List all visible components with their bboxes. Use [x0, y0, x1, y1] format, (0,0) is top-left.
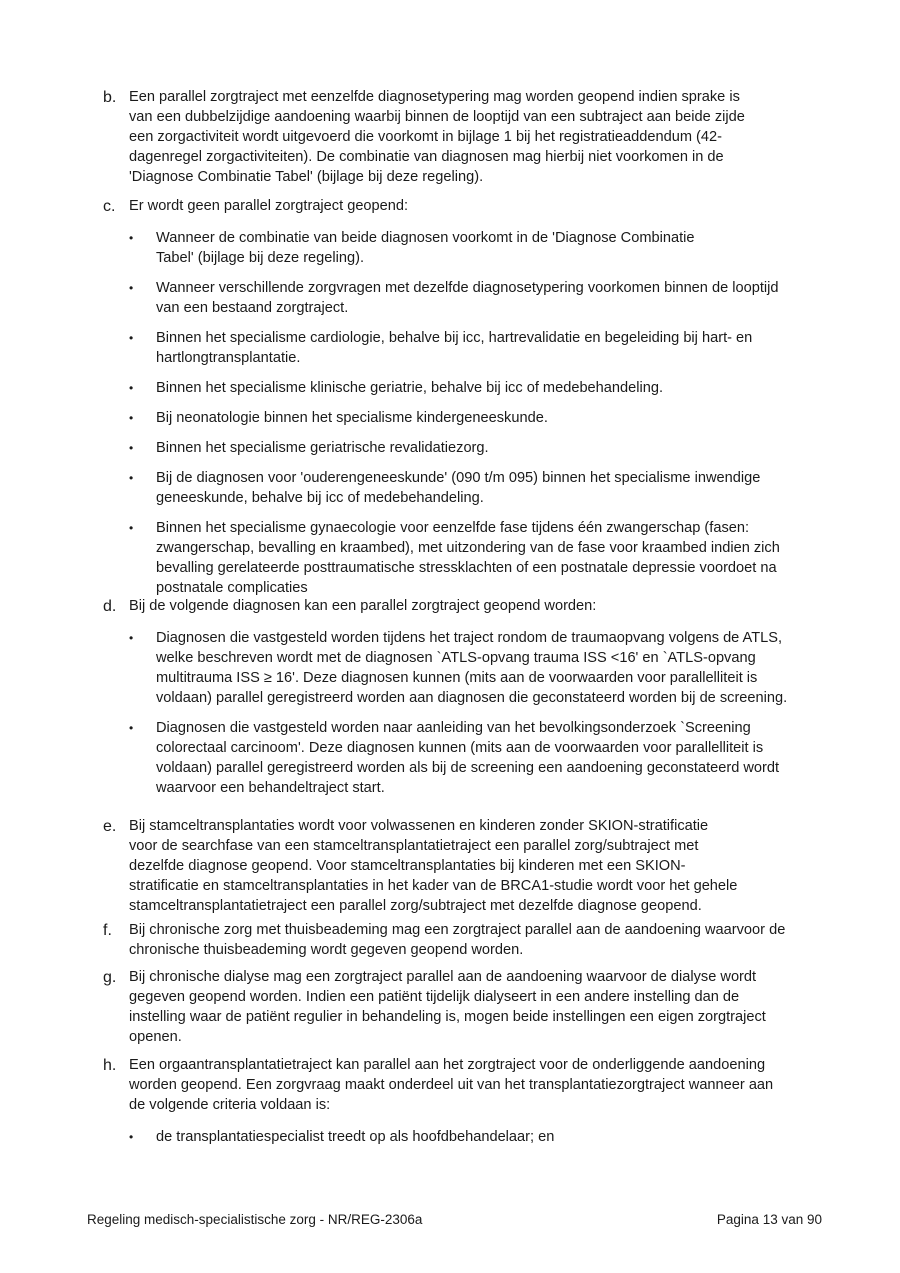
text-line: stratificatie en stamceltransplantaties in het kader van de BRCA1-studie wordt voor het gehele	[129, 878, 738, 894]
text-line: de volgende criteria voldaan is:	[129, 1097, 331, 1113]
text-line: voldaan) parallel geregistreerd worden als bij de screening een aandoening geconstateerd wordt	[156, 760, 780, 776]
text-line: Bij stamceltransplantaties wordt voor volwassenen en kinderen zonder SKION-stratificatie	[129, 818, 709, 834]
bullet-icon: •	[129, 381, 134, 395]
footer-page-number: Pagina 13 van 90	[716, 1212, 822, 1227]
bullet-icon: •	[129, 231, 134, 245]
text-line: voor de searchfase van een stamceltransplantatietraject een parallel zorg/subtraject met	[129, 838, 699, 854]
item-marker: f.	[103, 922, 112, 939]
list-item	[129, 328, 823, 368]
item-text	[129, 87, 823, 187]
text-line: voldaan) parallel geregistreerd worden aan diagnosen die geconstateerd worden bij de screening.	[156, 690, 788, 706]
item-b	[103, 87, 823, 187]
item-h	[103, 1055, 823, 1147]
list-item	[129, 278, 823, 318]
text-line: welke beschreven wordt met de diagnosen `ATLS-opvang trauma ISS <16' en `ATLS-opvang	[156, 650, 756, 666]
list-item	[129, 378, 823, 398]
item-text	[129, 1055, 823, 1115]
text-line: dagenregel zorgactiviteiten). De combinatie van diagnosen mag hierbij niet voorkomen in de	[129, 149, 724, 165]
text-line: gegeven geopend worden. Indien een patiënt tijdelijk dialyseert in een andere instelling dan de	[129, 989, 740, 1005]
bullet-icon: •	[129, 521, 134, 535]
text-line: Diagnosen die vastgesteld worden naar aanleiding van het bevolkingsonderzoek `Screening	[156, 720, 751, 736]
text-line: Binnen het specialisme cardiologie, behalve bij icc, hartrevalidatie en begeleiding bij hart- en	[156, 330, 753, 346]
bullet-icon: •	[129, 471, 134, 485]
text-line: Bij chronische dialyse mag een zorgtraject parallel aan de aandoening waarvoor de dialyse wordt	[129, 969, 757, 985]
bullet-icon: •	[129, 1130, 134, 1144]
text-line: Diagnosen die vastgesteld worden tijdens het traject rondom de traumaopvang volgens de ATLS,	[156, 630, 783, 646]
item-marker: h.	[103, 1057, 117, 1074]
bullet-icon: •	[129, 721, 134, 735]
text-line: dezelfde diagnose geopend. Voor stamceltransplantaties bij kinderen met een SKION-	[129, 858, 686, 874]
bullet-icon: •	[129, 411, 134, 425]
item-marker: e.	[103, 818, 117, 835]
text-line: Binnen het specialisme gynaecologie voor eenzelfde fase tijdens één zwangerschap (fasen:	[156, 520, 750, 536]
text-line: Binnen het specialisme klinische geriatrie, behalve bij icc of medebehandeling.	[156, 380, 664, 396]
item-intro: Er wordt geen parallel zorgtraject geopend:	[129, 198, 409, 214]
item-e	[103, 816, 823, 916]
text-line: Wanneer de combinatie van beide diagnosen voorkomt in de 'Diagnose Combinatie	[156, 230, 695, 246]
text-line: van een bestaand zorgtraject.	[156, 300, 349, 316]
item-marker: b.	[103, 89, 117, 106]
text-line: Wanneer verschillende zorgvragen met dezelfde diagnosetypering voorkomen binnen de looptijd	[156, 280, 779, 296]
list-item	[129, 518, 823, 598]
page-footer	[87, 1212, 822, 1227]
text-line: van een dubbelzijdige aandoening waarbij binnen de looptijd van een subtraject aan beide zijde	[129, 109, 745, 125]
list-item	[129, 228, 823, 268]
text-line: geneeskunde, behalve bij icc of medebehandeling.	[156, 490, 484, 506]
text-line: openen.	[129, 1029, 182, 1045]
item-g	[103, 967, 823, 1047]
bullet-icon: •	[129, 281, 134, 295]
list-item	[129, 408, 823, 428]
text-line: Binnen het specialisme geriatrische revalidatiezorg.	[156, 440, 489, 456]
text-line: stamceltransplantatietraject een parallel zorg/subtraject met dezelfde diagnose geopend.	[129, 898, 702, 914]
bullet-icon: •	[129, 441, 134, 455]
item-text	[129, 920, 823, 960]
item-d	[103, 596, 823, 798]
text-line: worden geopend. Een zorgvraag maakt onderdeel uit van het transplantatiezorgtraject wanneer aan	[129, 1077, 774, 1093]
text-line: colorectaal carcinoom'. Deze diagnosen kunnen (mits aan de voorwaarden voor parallelliteit is	[156, 740, 764, 756]
text-line: instelling waar de patiënt regulier in behandeling is, mogen beide instellingen een eigen zorgtraject	[129, 1009, 766, 1025]
text-line: chronische thuisbeademing wordt gegeven geopend worden.	[129, 942, 524, 958]
text-line: de transplantatiespecialist treedt op als hoofdbehandelaar; en	[156, 1129, 555, 1145]
text-line: bevalling gerelateerde posttraumatische stressklachten of een postnatale depressie voordoet na	[156, 560, 777, 576]
item-text	[129, 816, 823, 916]
text-line: Bij neonatologie binnen het specialisme kindergeneeskunde.	[156, 410, 548, 426]
item-intro: Bij de volgende diagnosen kan een parallel zorgtraject geopend worden:	[129, 598, 597, 614]
footer-document-title: Regeling medisch-specialistische zorg - NR/REG-2306a	[87, 1212, 423, 1227]
list-item	[129, 1127, 823, 1147]
item-f	[103, 920, 823, 960]
text-line: postnatale complicaties	[156, 580, 308, 596]
item-c	[103, 196, 823, 598]
list-item	[129, 718, 823, 798]
text-line: 'Diagnose Combinatie Tabel' (bijlage bij deze regeling).	[129, 169, 484, 185]
list-item	[129, 468, 823, 508]
text-line: Een orgaantransplantatietraject kan parallel aan het zorgtraject voor de onderliggende aandoening	[129, 1057, 766, 1073]
item-marker: c.	[103, 198, 116, 215]
list-item	[129, 438, 823, 458]
text-line: een zorgactiviteit wordt uitgevoerd die voorkomt in bijlage 1 bij het registratieaddendum (42-	[129, 129, 722, 145]
item-marker: g.	[103, 969, 117, 986]
bullet-icon: •	[129, 331, 134, 345]
text-line: Tabel' (bijlage bij deze regeling).	[156, 250, 365, 266]
bullet-icon: •	[129, 631, 134, 645]
text-line: hartlongtransplantatie.	[156, 350, 301, 366]
item-marker: d.	[103, 598, 117, 615]
text-line: Een parallel zorgtraject met eenzelfde diagnosetypering mag worden geopend indien sprake is	[129, 89, 740, 105]
text-line: Bij de diagnosen voor 'ouderengeneeskunde' (090 t/m 095) binnen het specialisme inwendige	[156, 470, 761, 486]
text-line: Bij chronische zorg met thuisbeademing mag een zorgtraject parallel aan de aandoening waarvoor de	[129, 922, 786, 938]
text-line: multitrauma ISS ≥ 16'. Deze diagnosen kunnen (mits aan de voorwaarden voor parallelliteit is	[156, 670, 758, 686]
text-line: waarvoor een behandeltraject start.	[156, 780, 385, 796]
list-item	[129, 628, 823, 708]
item-text	[129, 967, 823, 1047]
text-line: zwangerschap, bevalling en kraambed), met uitzondering van de fase voor kraambed indien zich	[156, 540, 780, 556]
